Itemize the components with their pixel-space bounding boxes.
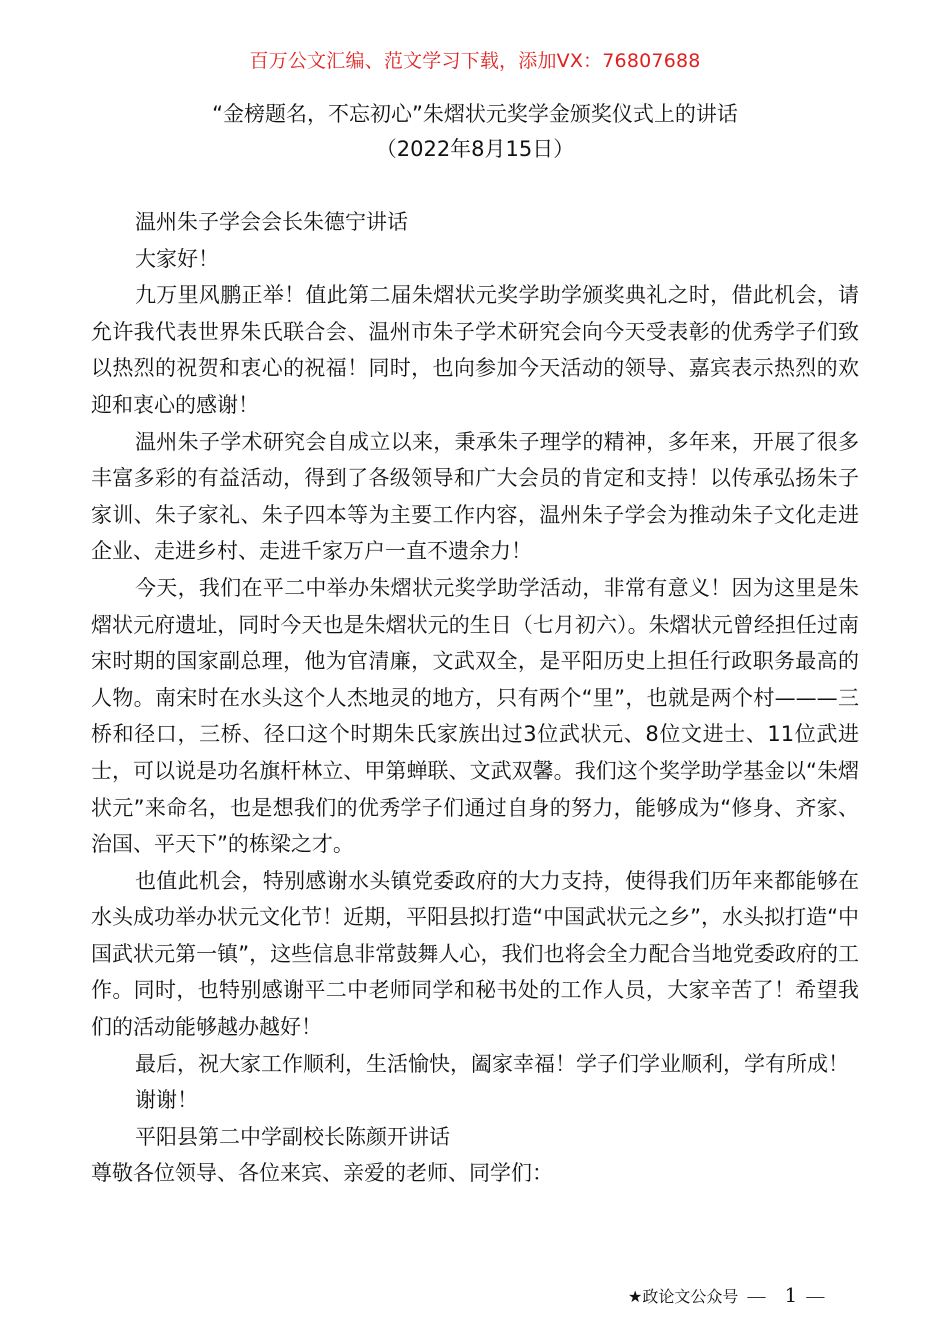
document-date: （2022年8月15日） [375,137,575,161]
footer-dash-left: — [747,1286,766,1306]
paragraph: 最后，祝大家工作顺利，生活愉快，阖家幸福！学子们学业顺利，学有所成！ [135,1051,849,1076]
speaker-heading: 温州朱子学会会长朱德宁讲话 [135,210,408,234]
promo-banner: 百万公文汇编、范文学习下载，添加VX：76807688 [249,50,701,72]
paragraph: 今天，我们在平二中举办朱熠状元奖学助学活动，非常有意义！因为这里是朱熠状元府遗址，同时今天也是朱熠状元的生日（七月初六）。朱熠状元曾经担任过南宋时期的国家副总理，他为官清廉，文武双全，是平阳历史上担任行政职务最高的人物。南宋时在水头这个人杰地灵的地方，只有两个“里”，也就是两个村———三桥和径口，三桥、径口这个时期朱氏家族出过3位武状元、8位文进士、11位武进士，可以说是功名旗杆林立、甲第蝉联、文武双馨。我们这个奖学助学基金以“朱熠状元”来命名，也是想我们的优秀学子们通过自身的努力，能够成为“修身、齐家、治国、平天下”的栋梁之才。 [91,575,859,857]
page-footer [628,1283,828,1307]
paragraph: 温州朱子学术研究会自成立以来，秉承朱子理学的精神，多年来，开展了很多丰富多彩的有益活动，得到了各级领导和广大会员的肯定和支持！以传承弘扬朱子家训、朱子家礼、朱子四本等为主要工作内容，温州朱子学会为推动朱子文化走进企业、走进乡村、走进千家万户一直不遗余力！ [91,429,859,564]
document-body [91,204,859,1192]
footer-dash-right: — [806,1286,825,1306]
paragraph: 也值此机会，特别感谢水头镇党委政府的大力支持，使得我们历年来都能够在水头成功举办状元文化节！近期，平阳县拟打造“中国武状元之乡”，水头拟打造“中国武状元第一镇”，这些信息非常鼓舞人心，我们也将会全力配合当地党委政府的工作。同时，也特别感谢平二中老师同学和秘书处的工作人员，大家辛苦了！希望我们的活动能够越办越好！ [91,868,859,1040]
closing-thanks: 谢谢！ [135,1088,198,1113]
greeting: 大家好！ [135,246,219,271]
footer-source: ★政论文公众号 [628,1287,739,1306]
salutation: 尊敬各位领导、各位来宾、亲爱的老师、同学们： [91,1161,553,1186]
page-number: 1 [784,1283,798,1307]
paragraph: 九万里风鹏正举！值此第二届朱熠状元奖学助学颁奖典礼之时，借此机会，请允许我代表世界朱氏联合会、温州市朱子学术研究会向今天受表彰的优秀学子们致以热烈的祝贺和衷心的祝福！同时，也向参加今天活动的领导、嘉宾表示热烈的欢迎和衷心的感谢！ [91,283,859,417]
speaker-heading: 平阳县第二中学副校长陈颜开讲话 [135,1124,450,1149]
document-title: “金榜题名，不忘初心”朱熠状元奖学金颁奖仪式上的讲话 [212,102,738,126]
